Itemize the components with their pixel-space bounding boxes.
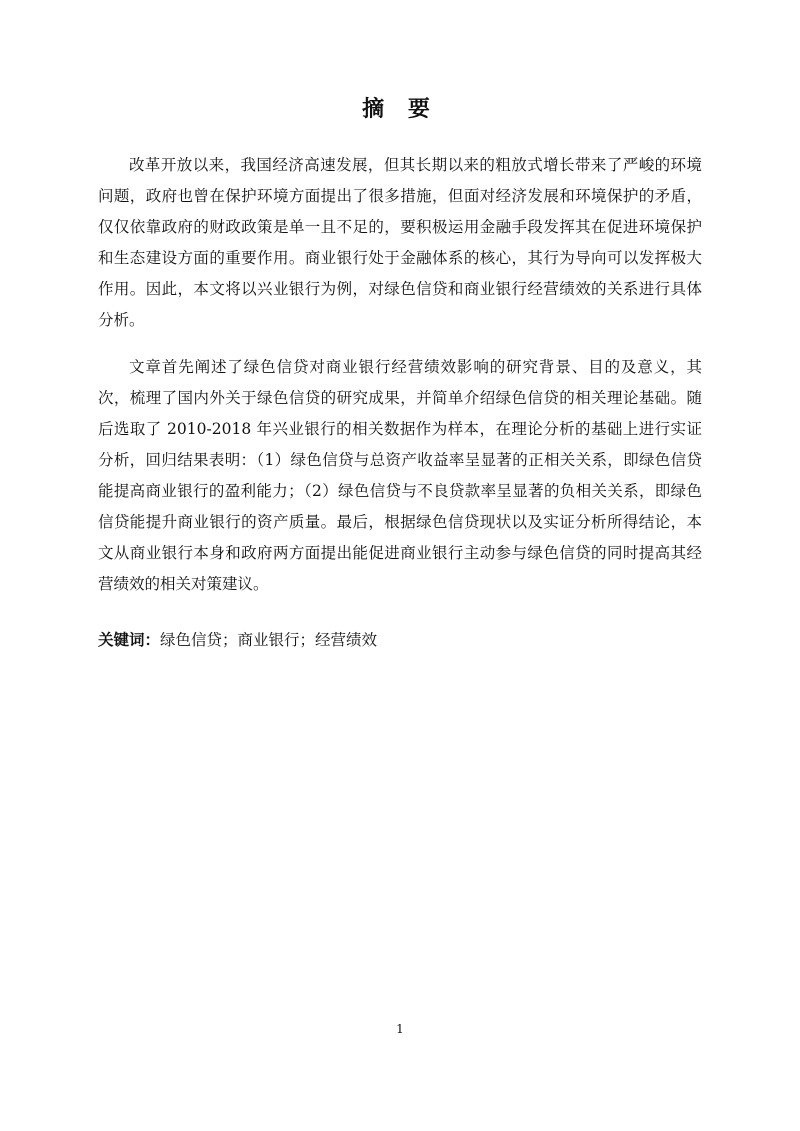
- abstract-paragraph-2: 文章首先阐述了绿色信贷对商业银行经营绩效影响的研究背景、目的及意义，其次，梳理了国内外关于绿色信贷的研究成果，并简单介绍绿色信贷的相关理论基础。随后选取了 2010-2018 年兴业银行的相关数据作为样本，在理论分析的基础上进行实证分析，回归结果表明：（1）绿色信贷与总资产收益率呈显著的正相关关系，即绿色信贷能提高商业银行的盈利能力；（2）绿色信贷与不良贷款率呈显著的负相关关系，即绿色信贷能提升商业银行的资产质量。最后，根据绿色信贷现状以及实证分析所得结论，本文从商业银行本身和政府两方面提出能促进商业银行主动参与绿色信贷的同时提高其经营绩效的相关对策建议。: [98, 358, 702, 593]
- keywords-text: 绿色信贷；商业银行；经营绩效: [160, 631, 378, 649]
- keywords-label: 关键词：: [98, 631, 161, 649]
- abstract-paragraph-1: 改革开放以来，我国经济高速发展，但其长期以来的粗放式增长带来了严峻的环境问题，政府也曾在保护环境方面提出了很多措施，但面对经济发展和环境保护的矛盾，仅仅依靠政府的财政政策是单一且不足的，要积极运用金融手段发挥其在促进环境保护和生态建设方面的重要作用。商业银行处于金融体系的核心，其行为导向可以发挥极大作用。因此，本文将以兴业银行为例，对绿色信贷和商业银行经营绩效的关系进行具体分析。: [98, 156, 702, 329]
- abstract-body: [98, 150, 702, 616]
- page-number: 1: [396, 1022, 404, 1036]
- keywords-line: [98, 626, 702, 654]
- abstract-title: 摘 要: [362, 97, 438, 122]
